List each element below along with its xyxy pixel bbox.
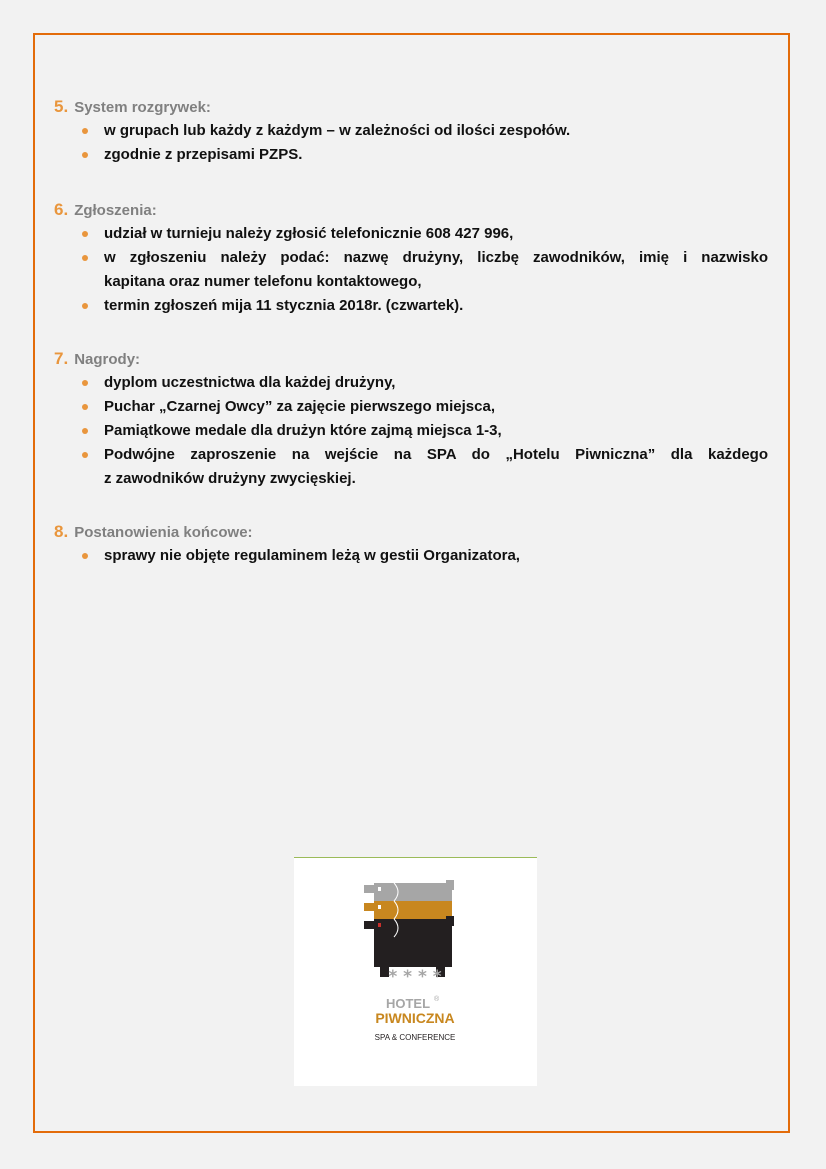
list-item: termin zgłoszeń mija 11 stycznia 2018r. (czwartek).: [54, 294, 768, 318]
bullet-icon: [82, 452, 88, 458]
section-number: 7.: [54, 349, 69, 368]
bullet-list: [54, 544, 774, 568]
section-number: 6.: [54, 200, 69, 219]
section-title: Zgłoszenia:: [74, 202, 157, 219]
bullet-list: [54, 222, 774, 318]
bullet-list: [54, 119, 774, 167]
section-postanowienia-koncowe: [54, 520, 774, 568]
bullet-icon: [82, 231, 88, 237]
section-nagrody: [54, 347, 774, 491]
bullet-icon: [82, 380, 88, 386]
bullet-list: [54, 371, 774, 491]
section-title: Nagrody:: [74, 351, 141, 368]
section-heading: [54, 347, 774, 371]
section-zgloszenia: [54, 198, 774, 318]
list-item: zgodnie z przepisami PZPS.: [54, 143, 768, 167]
bullet-icon: [82, 303, 88, 309]
list-item: sprawy nie objęte regulaminem leżą w gestii Organizatora,: [54, 544, 768, 568]
list-item: w grupach lub każdy z każdym – w zależności od ilości zespołów.: [54, 119, 768, 143]
section-title: System rozgrywek:: [74, 99, 211, 116]
section-title: Postanowienia końcowe:: [74, 524, 253, 541]
bullet-icon: [82, 152, 88, 158]
section-system-rozgrywek: [54, 95, 774, 167]
list-item: dyplom uczestnictwa dla każdej drużyny,: [54, 371, 768, 395]
sheep-black-icon: [374, 919, 452, 967]
list-item: w zgłoszeniu należy podać: nazwę drużyny, liczbę zawodników, imię i nazwisko: [54, 246, 768, 270]
bullet-icon: [82, 553, 88, 559]
section-heading: [54, 520, 774, 544]
bullet-icon: [82, 404, 88, 410]
bullet-icon: [82, 428, 88, 434]
logo-piwniczna-text: PIWNICZNA: [375, 1010, 455, 1026]
stars-rating: * * * *: [388, 967, 442, 987]
list-item: Pamiątkowe medale dla drużyn które zajmą miejsca 1-3,: [54, 419, 768, 443]
bullet-icon: [82, 128, 88, 134]
list-item-continuation: kapitana oraz numer telefonu kontaktowego,: [104, 273, 422, 290]
list-item: Podwójne zaproszenie na wejście na SPA do „Hotelu Piwniczna” dla każdego: [54, 443, 768, 467]
logo-registered-mark: ®: [434, 996, 440, 1003]
section-number: 8.: [54, 522, 69, 541]
logo-spa-conference-text: SPA & CONFERENCE: [374, 1033, 456, 1042]
sheep-orange-icon: [374, 901, 452, 919]
bullet-icon: [82, 255, 88, 261]
section-heading: [54, 95, 774, 119]
list-item: udział w turnieju należy zgłosić telefonicznie 608 427 996,: [54, 222, 768, 246]
list-item-continuation: z zawodników drużyny zwycięskiej.: [104, 470, 356, 487]
logo-hotel-text: HOTEL: [385, 996, 431, 1011]
hotel-logo: [294, 857, 537, 1086]
section-heading: [54, 198, 774, 222]
sheep-logo-icon: [294, 858, 537, 1086]
section-number: 5.: [54, 97, 69, 116]
list-item: Puchar „Czarnej Owcy” za zajęcie pierwszego miejsca,: [54, 395, 768, 419]
sheep-gray-icon: [374, 883, 452, 901]
